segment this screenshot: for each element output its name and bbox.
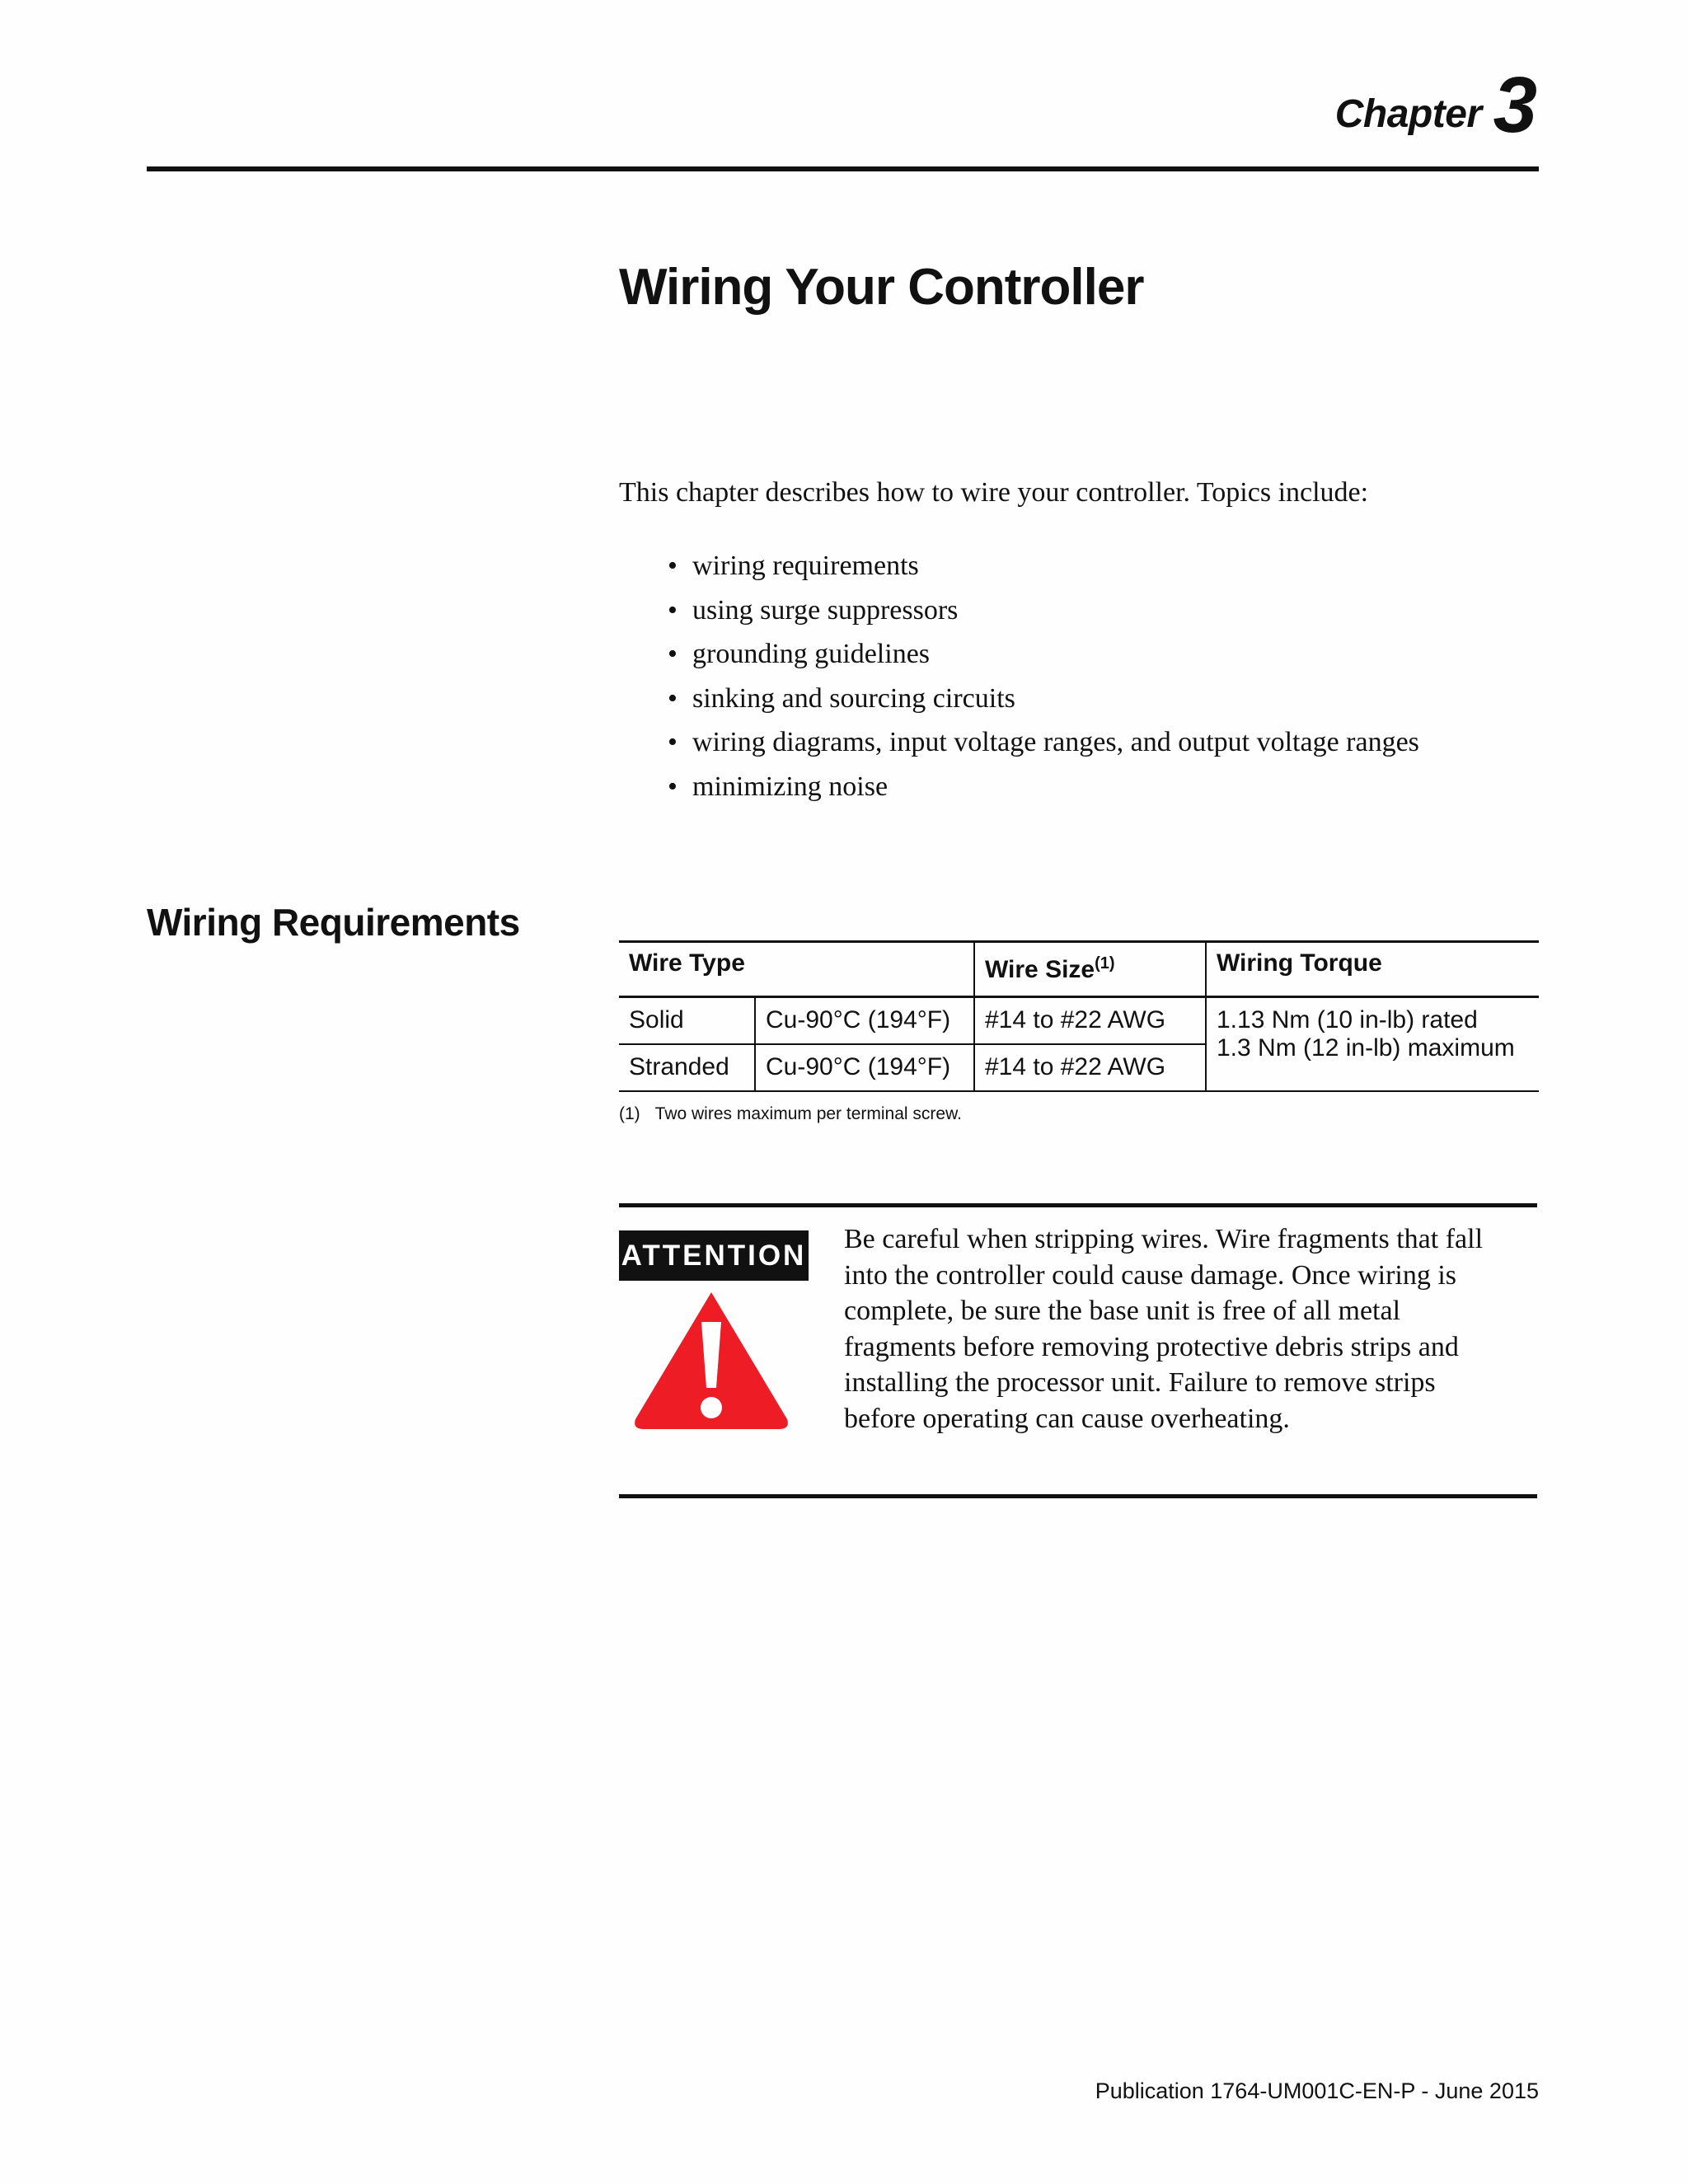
- section-heading: Wiring Requirements: [147, 901, 520, 944]
- footnote-reference: (1): [1095, 954, 1115, 972]
- topic-item: • minimizing noise: [668, 765, 1419, 809]
- header-wire-size: [974, 942, 1206, 997]
- header-wire-size-label: Wire Size: [985, 956, 1095, 983]
- chapter-number: 3: [1493, 61, 1537, 149]
- cell-wire-rating: Cu-90°C (194°F): [755, 1044, 974, 1091]
- topic-item: • wiring diagrams, input voltage ranges, and output voltage ranges: [668, 720, 1419, 765]
- warning-triangle-icon: [631, 1287, 792, 1438]
- cell-wire-rating: Cu-90°C (194°F): [755, 997, 974, 1044]
- topic-list: [668, 544, 1419, 808]
- cell-wire-type: Stranded: [629, 1052, 729, 1080]
- cell-wire-size: #14 to #22 AWG: [974, 1044, 1206, 1091]
- cell-wire-type: Solid: [629, 1006, 684, 1033]
- cell-wiring-torque: [1206, 997, 1539, 1091]
- exclamation-dot: [701, 1397, 722, 1418]
- topic-item: • grounding guidelines: [668, 632, 1419, 677]
- intro-text: This chapter describes how to wire your controller. Topics include:: [619, 477, 1369, 508]
- table-header-row: [619, 942, 1539, 997]
- chapter-rule: [147, 166, 1539, 171]
- publication-footer: Publication 1764-UM001C-EN-P - June 2015: [1095, 2079, 1539, 2103]
- topic-item: • wiring requirements: [668, 544, 1419, 588]
- footnote-text: Two wires maximum per terminal screw.: [654, 1104, 962, 1123]
- attention-top-rule: [619, 1203, 1537, 1207]
- torque-maximum: 1.3 Nm (12 in-lb) maximum: [1217, 1034, 1515, 1062]
- torque-rated: 1.13 Nm (10 in-lb) rated: [1217, 1006, 1478, 1033]
- topic-item: • sinking and sourcing circuits: [668, 677, 1419, 721]
- chapter-label: Chapter: [1334, 92, 1482, 136]
- header-wiring-torque: Wiring Torque: [1206, 942, 1539, 997]
- cell-wire-size: #14 to #22 AWG: [974, 997, 1206, 1044]
- topic-item: • using surge suppressors: [668, 588, 1419, 633]
- warning-triangle-graphic: [631, 1287, 792, 1434]
- table-footnote: [619, 1104, 962, 1124]
- attention-label: ATTENTION: [619, 1230, 809, 1281]
- page-title: Wiring Your Controller: [619, 259, 1144, 316]
- wiring-requirements-table: [619, 940, 1539, 1092]
- footnote-marker: (1): [619, 1104, 640, 1123]
- table-row: [619, 997, 1539, 1044]
- attention-text: Be careful when stripping wires. Wire fragments that fall into the controller could cause damage. Once wiring is complete, be sure the base unit is free of all metal fragments before removing protective debris strips and installing the processor unit. Failure to remove strips before operating can cause overheating.: [844, 1224, 1484, 1434]
- header-wire-type: Wire Type: [629, 949, 745, 977]
- chapter-heading: [1334, 61, 1537, 149]
- attention-bottom-rule: [619, 1494, 1537, 1498]
